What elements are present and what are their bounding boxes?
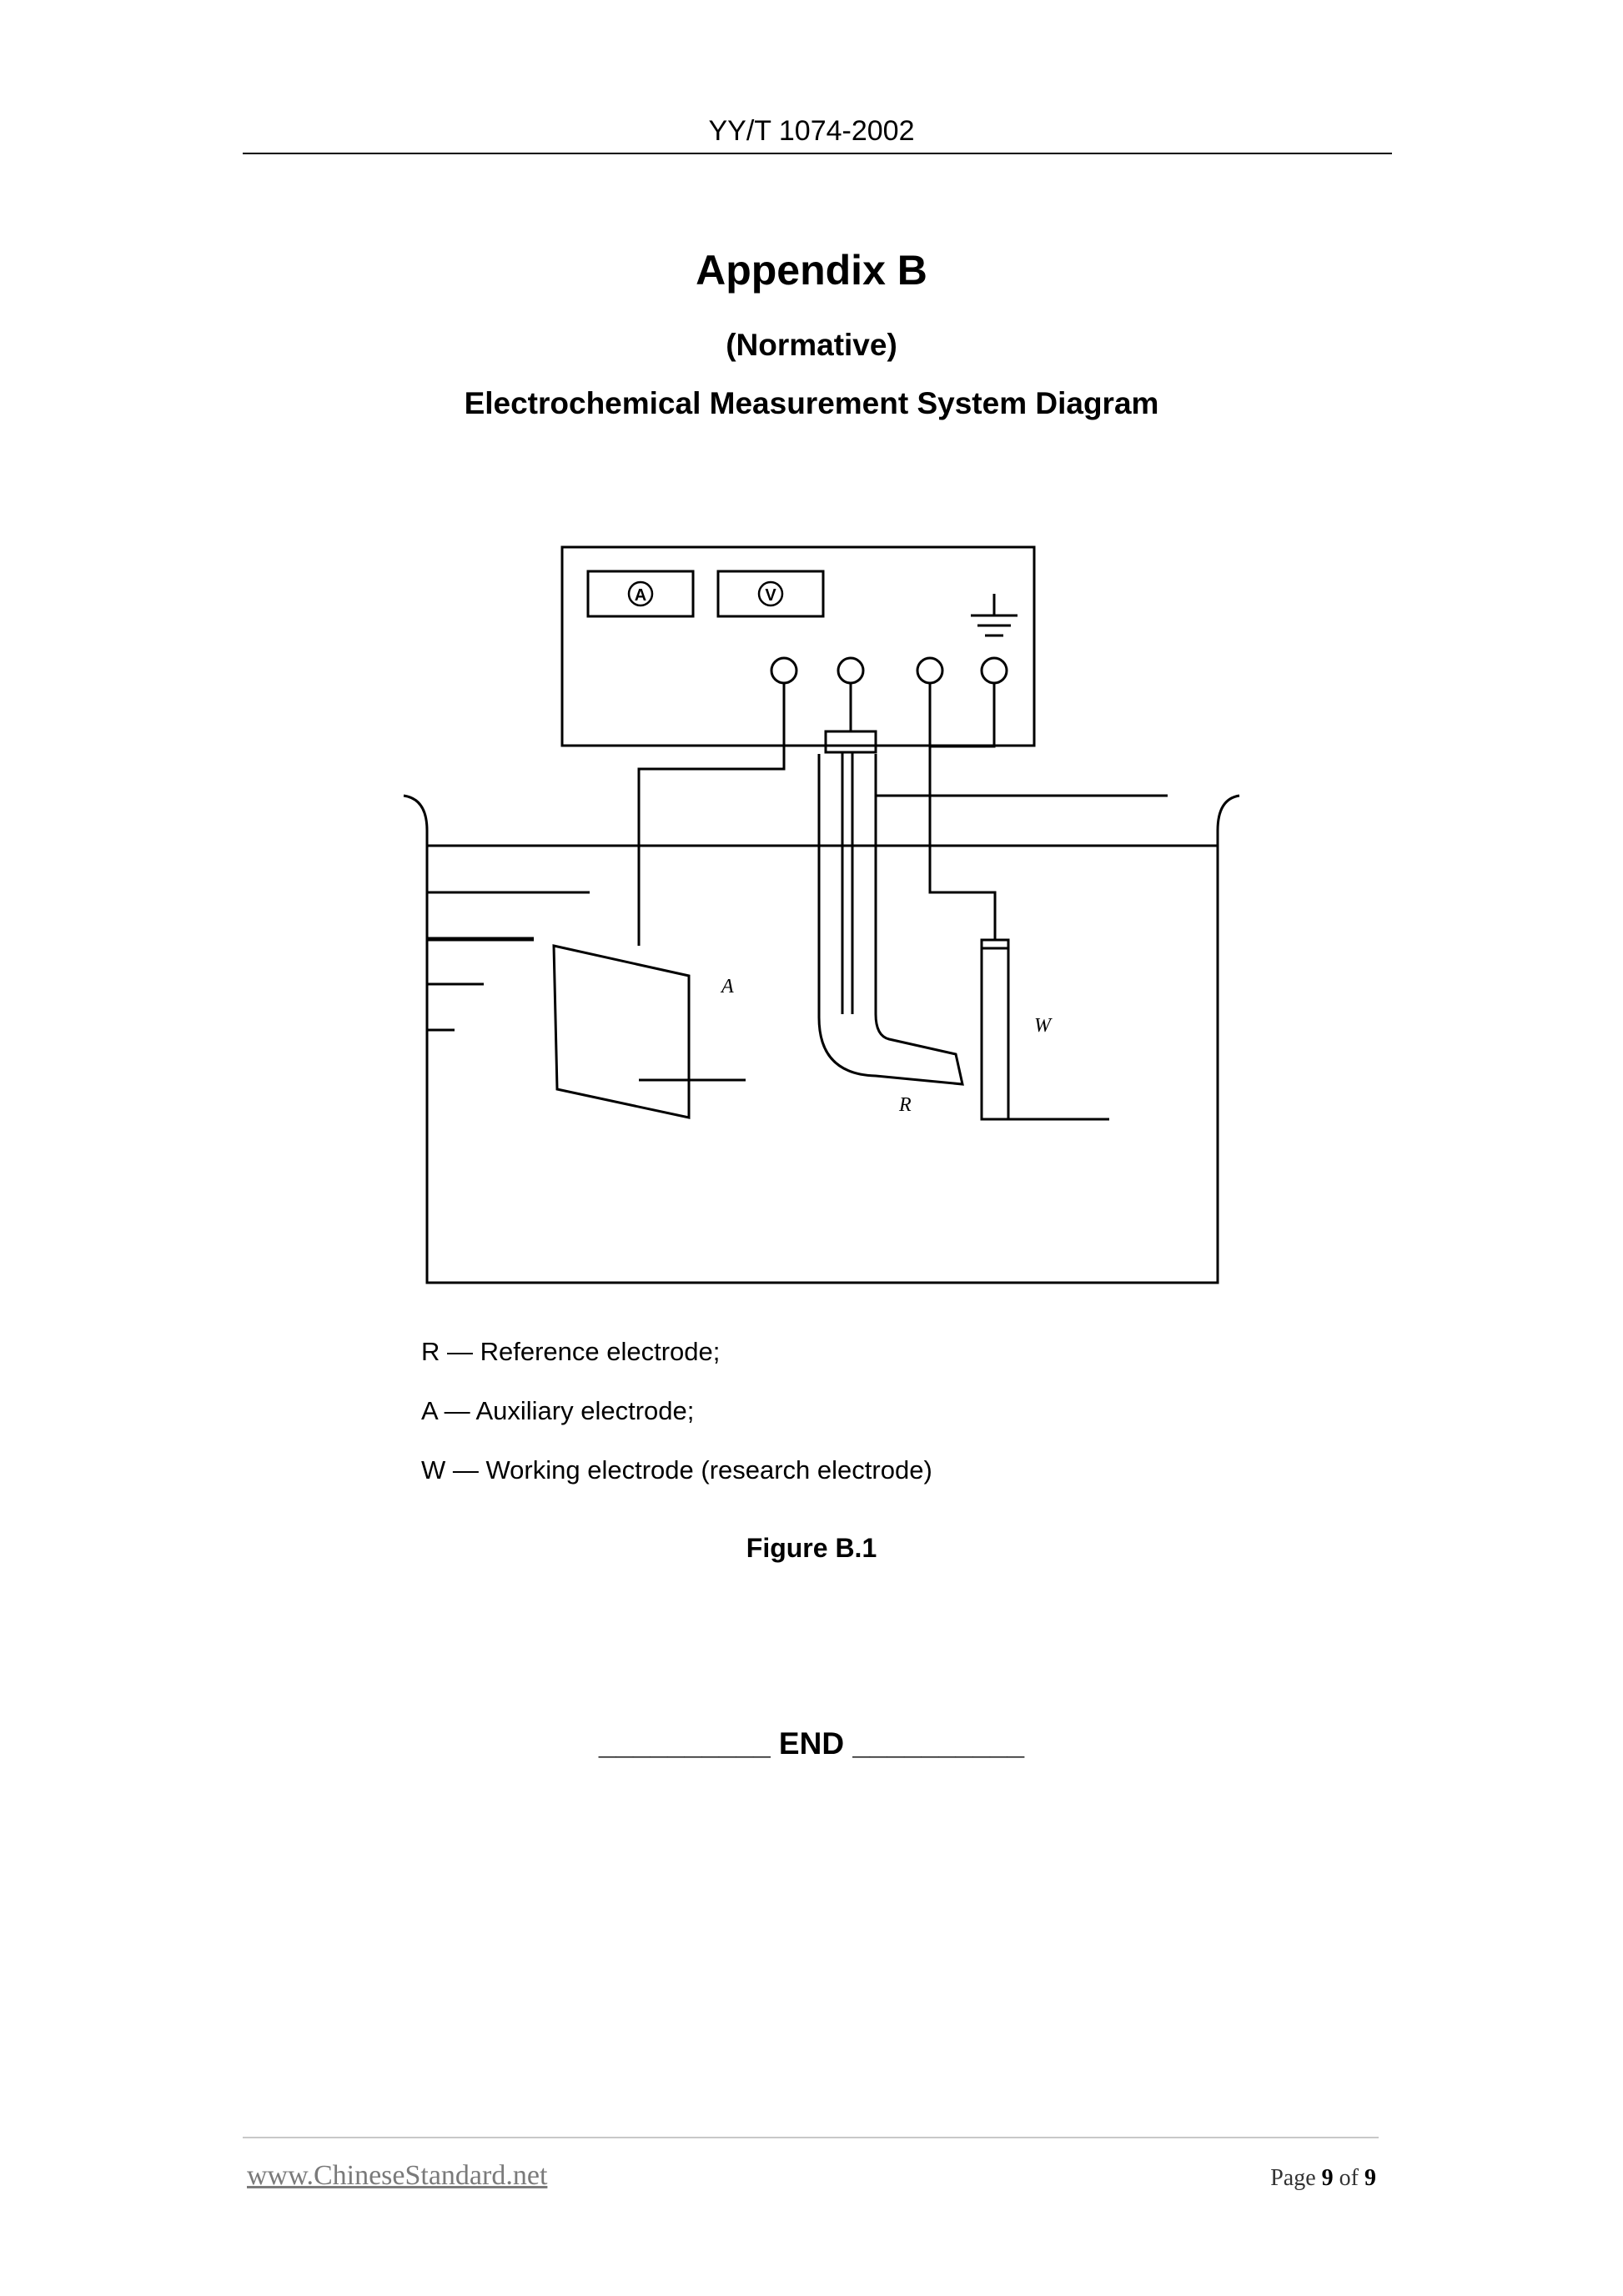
terminal-2 <box>838 658 863 683</box>
ground-icon <box>971 594 1018 636</box>
vessel-left-lip <box>404 796 427 831</box>
ammeter-label: A <box>634 586 647 605</box>
reference-electrode <box>819 754 962 1084</box>
document-code: YY/T 1074-2002 <box>708 115 915 147</box>
voltmeter-label: V <box>765 586 776 605</box>
auxiliary-electrode <box>554 946 689 1118</box>
vessel-right-lip <box>1218 796 1239 831</box>
page-of: of <box>1333 2165 1364 2191</box>
appendix-subtitle: (Normative) <box>726 328 897 362</box>
footer-rule <box>243 2137 1379 2138</box>
wire-working <box>930 683 995 940</box>
end-mark: __________ END __________ <box>598 1726 1025 1761</box>
salt-bridge-connector <box>826 731 876 752</box>
footer-website-link[interactable]: www.ChineseStandard.net <box>247 2160 548 2191</box>
appendix-title: Appendix B <box>696 247 927 294</box>
legend-auxiliary: A — Auxiliary electrode; <box>421 1396 695 1425</box>
label-a: A <box>721 976 734 997</box>
terminal-1 <box>771 658 796 683</box>
legend-reference: R — Reference electrode; <box>421 1337 721 1366</box>
vessel-body <box>427 831 1218 1283</box>
wire-auxiliary <box>639 683 784 946</box>
page-current: 9 <box>1321 2165 1334 2191</box>
label-r: R <box>899 1094 912 1116</box>
label-w: W <box>1034 1015 1051 1037</box>
appendix-caption: Electrochemical Measurement System Diagram <box>464 386 1159 420</box>
page-total: 9 <box>1364 2165 1376 2191</box>
page-indicator <box>1209 2165 1376 2192</box>
legend-working: W — Working electrode (research electrode) <box>421 1455 932 1485</box>
terminal-3 <box>917 658 942 683</box>
terminal-4 <box>982 658 1007 683</box>
header-rule <box>243 153 1392 154</box>
working-electrode <box>982 940 1008 1119</box>
instrument-box <box>562 547 1034 746</box>
electrochemical-system-diagram <box>392 534 1251 1301</box>
figure-caption: Figure B.1 <box>746 1533 877 1563</box>
page-prefix: Page <box>1270 2165 1322 2191</box>
wire-terminal-4 <box>930 683 994 746</box>
